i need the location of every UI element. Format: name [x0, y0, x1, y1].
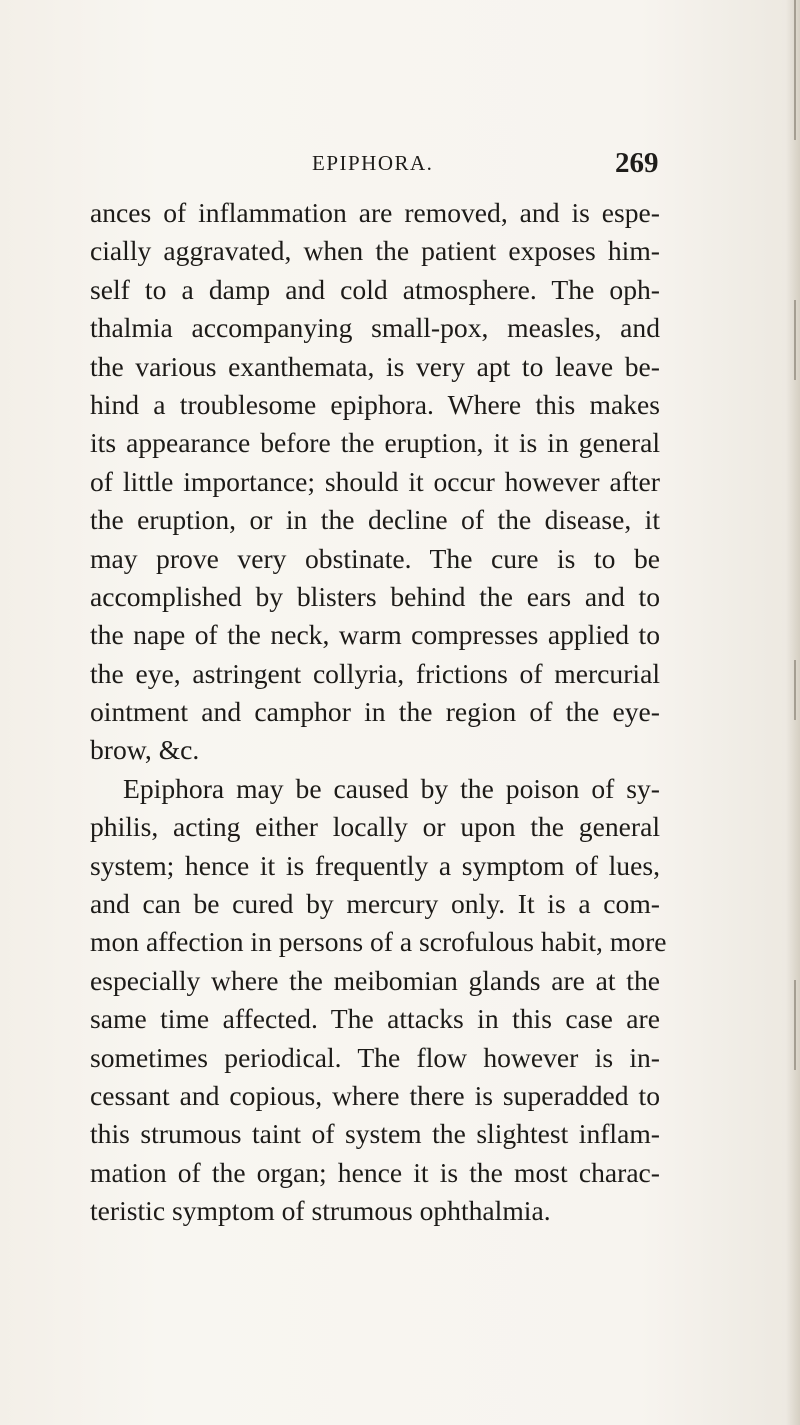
page-edge-line	[794, 300, 796, 380]
text-line: accomplished by blisters behind the ears and to	[90, 580, 660, 612]
paragraph	[90, 194, 660, 770]
page-edge-line	[794, 660, 796, 720]
text-line: sometimes periodical. The flow however is in-	[90, 1041, 660, 1073]
text-line: may prove very obstinate. The cure is to be	[90, 542, 660, 574]
text-line: especially where the meibomian glands are at the	[90, 964, 660, 996]
text-line: brow, &c.	[90, 734, 200, 766]
text-line: and can be cured by mercury only. It is a com-	[90, 888, 660, 920]
text-line: of little importance; should it occur however after	[90, 465, 660, 497]
text-line: the various exanthemata, is very apt to leave be-	[90, 350, 660, 382]
text-line: this strumous taint of system the slightest inflam-	[90, 1118, 660, 1150]
text-line: ances of inflammation are removed, and is espe-	[90, 197, 660, 228]
text-line: the eye, astringent collyria, frictions of mercurial	[90, 657, 660, 689]
page-number: 269	[615, 147, 659, 179]
text-line: ointment and camphor in the region of the eye-	[90, 696, 660, 728]
text-line: system; hence it is frequently a symptom of lues,	[90, 849, 660, 881]
text-line: teristic symptom of strumous ophthalmia.	[90, 1195, 551, 1227]
text-line: self to a damp and cold atmosphere. The oph-	[90, 273, 660, 305]
text-line: philis, acting either locally or upon the general	[90, 811, 660, 843]
body-text	[90, 194, 667, 1231]
running-title: EPIPHORA.	[312, 151, 434, 175]
text-line: cessant and copious, where there is superadded to	[90, 1079, 660, 1111]
page-edge-line	[794, 980, 796, 1070]
paragraph	[90, 770, 667, 1231]
page-edge-line	[794, 0, 796, 140]
text-line: mation of the organ; hence it is the most charac-	[90, 1156, 660, 1188]
text-line: the nape of the neck, warm compresses applied to	[90, 619, 660, 651]
running-head	[0, 147, 800, 185]
text-line: thalmia accompanying small-pox, measles, and	[90, 312, 660, 344]
text-line: cially aggravated, when the patient exposes him-	[90, 235, 660, 267]
text-line: its appearance before the eruption, it is in general	[90, 427, 660, 459]
text-line: same time affected. The attacks in this case are	[90, 1003, 660, 1035]
text-line: hind a troublesome epiphora. Where this makes	[90, 388, 660, 420]
text-line: mon affection in persons of a scrofulous habit, more	[90, 926, 667, 958]
text-line: Epiphora may be caused by the poison of sy-	[123, 772, 660, 804]
text-line: the eruption, or in the decline of the disease, it	[90, 504, 660, 536]
page-edge-shadow	[786, 0, 800, 1425]
